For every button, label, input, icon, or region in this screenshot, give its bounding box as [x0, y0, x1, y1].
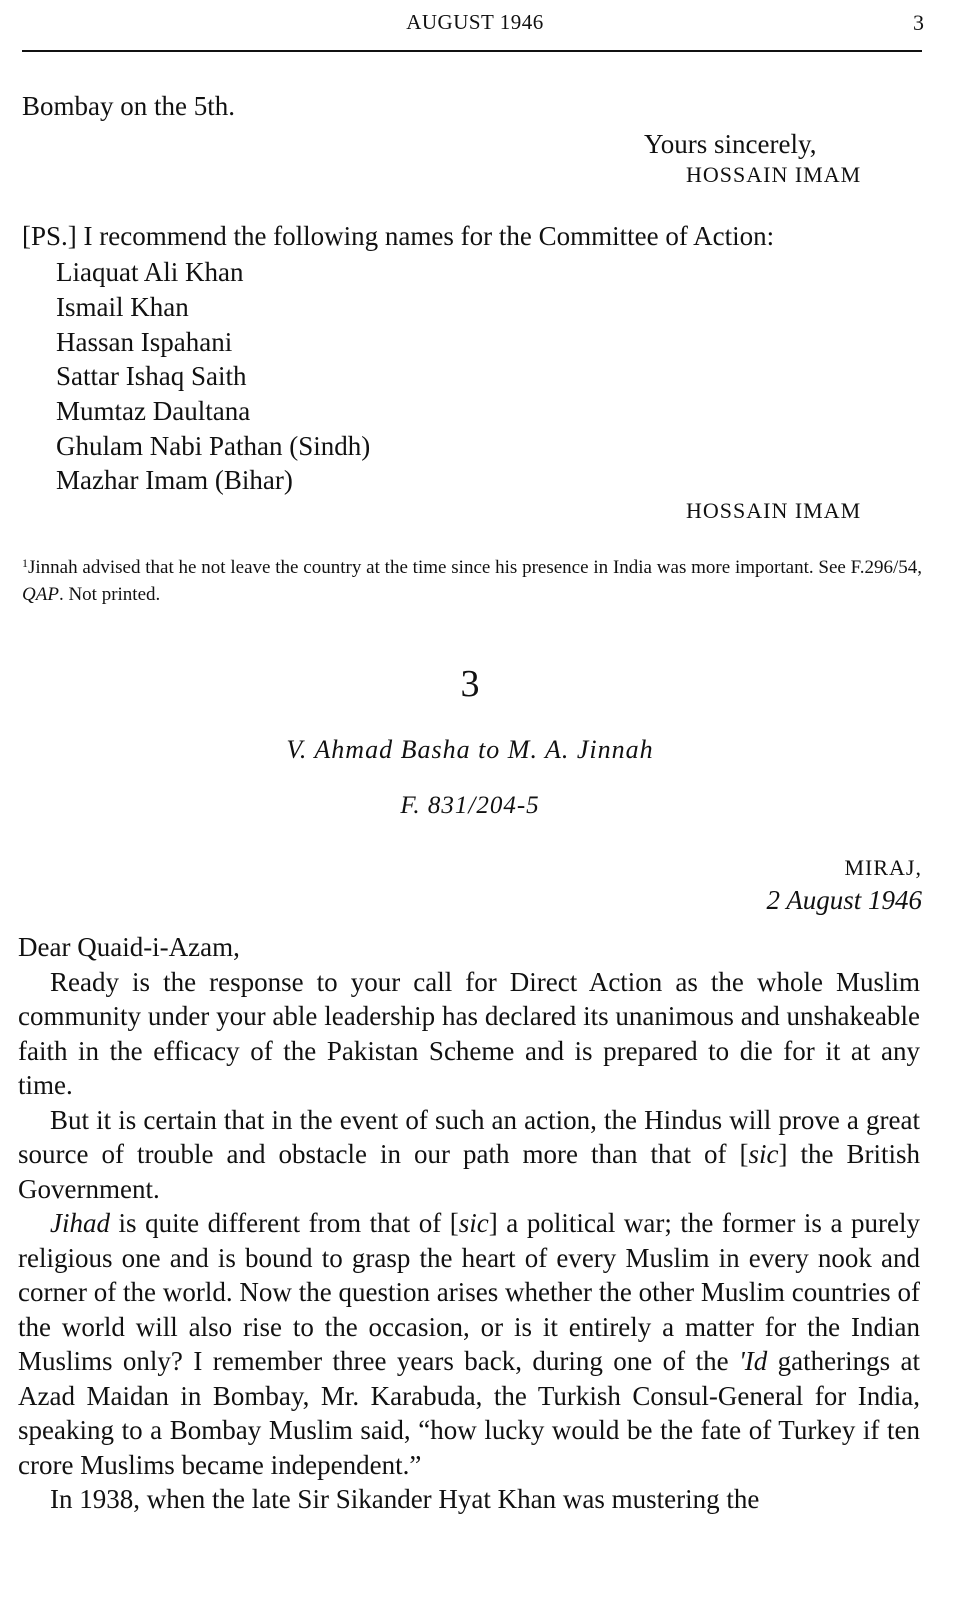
letter-place: MIRAJ, — [844, 855, 922, 880]
paragraph-text: gatherings at Azad Maidan in Bombay, Mr. Karabuda, the Turkish Consul-General for India, speaking to a Bombay Muslim said, “how lucky would be the fate of Turkey if ten crore Muslims became independent.” — [18, 1346, 920, 1480]
jihad-term: Jihad — [50, 1208, 110, 1238]
paragraph — [18, 1103, 920, 1207]
footnote-source: QAP — [22, 584, 59, 605]
id-term: 'Id — [738, 1346, 768, 1376]
committee-name: Mumtaz Daultana — [56, 396, 251, 426]
committee-name: Mazhar Imam (Bihar) — [56, 465, 293, 495]
sic-mark: sic — [748, 1139, 779, 1169]
page-number: 3 — [913, 10, 924, 35]
paragraph: Ready is the response to your call for Direct Action as the whole Muslim community under your able leadership has declared its unanimous and unshakeable faith in the efficacy of the Pakistan Scheme and is prepared to die for it at any time. — [18, 966, 920, 1100]
postscript-intro: [PS.] I recommend the following names for the Committee of Action: — [22, 221, 775, 251]
letter-date: 2 August 1946 — [766, 885, 922, 915]
footnote-text: Jinnah advised that he not leave the country at the time since his presence in India was more important. See F.296/54, — [28, 557, 922, 578]
header-rule — [22, 50, 922, 52]
paragraph: In 1938, when the late Sir Sikander Hyat Khan was mustering the — [50, 1484, 760, 1514]
salutation: Dear Quaid-i-Azam, — [18, 932, 240, 962]
committee-name: Ismail Khan — [56, 292, 189, 322]
running-head — [0, 10, 968, 40]
paragraph-text: ] a political war; the former is a purely religious one and is bound to grasp the heart of every Muslim in every nook and corner of the world. Now the question arises whether the other Muslim countries of the world will also rise to the occasion, or is it entirely a matter for the Indian Muslims only? I remember three years back, during one of the — [18, 1208, 921, 1376]
committee-name: Liaquat Ali Khan — [56, 257, 244, 287]
letter-body — [18, 930, 920, 1517]
continuation-line: Bombay on the 5th. — [22, 91, 235, 121]
signature: HOSSAIN IMAM — [686, 162, 862, 187]
committee-name: Hassan Ispahani — [56, 327, 233, 357]
postscript-signature: HOSSAIN IMAM — [686, 498, 862, 523]
paragraph — [18, 1206, 920, 1482]
paragraph-text: But it is certain that in the event of such an action, the Hindus will prove a great source of trouble and obstacle in our path more than that of [ — [18, 1104, 920, 1169]
footnote-tail: . Not printed. — [58, 584, 161, 605]
document-title: V. Ahmad Basha to M. A. Jinnah — [286, 735, 654, 764]
committee-name: Sattar Ishaq Saith — [56, 361, 247, 391]
running-title: AUGUST 1946 — [406, 10, 544, 34]
committee-name: Ghulam Nabi Pathan (Sindh) — [56, 431, 371, 461]
document-number: 3 — [460, 663, 480, 705]
footnote-marker: 1 — [22, 556, 28, 570]
footnote — [22, 550, 922, 608]
paragraph-text: is quite different from that of [ — [110, 1208, 459, 1238]
closing-line: Yours sincerely, — [644, 129, 817, 159]
document-reference: F. 831/204-5 — [400, 792, 540, 819]
sic-mark: sic — [458, 1208, 489, 1238]
paragraph-text: ] the British Government. — [18, 1139, 920, 1204]
